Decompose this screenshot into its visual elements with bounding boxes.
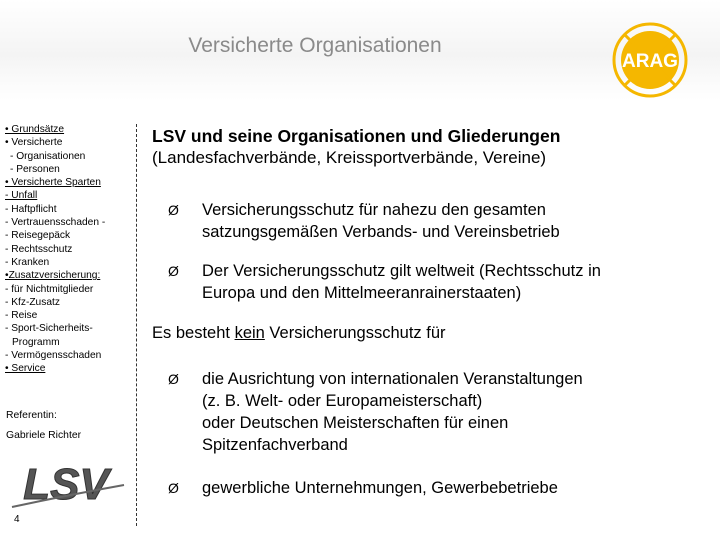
bullet-text: oder Deutschen Meisterschaften für einen xyxy=(202,414,509,432)
bullet-text: Versicherungsschutz für nahezu den gesamten xyxy=(202,201,546,219)
no-coverage-keyword: kein xyxy=(234,324,265,342)
no-coverage-after: Versicherungsschutz für xyxy=(264,324,446,342)
sidebar-item-zusatzversicherung[interactable]: •Zusatzversicherung: xyxy=(5,270,101,282)
sidebar-item-kfz-zusatz: - Kfz-Zusatz xyxy=(5,296,60,308)
sidebar-item-unfall[interactable]: - Unfall xyxy=(5,190,38,202)
bullet-text: Der Versicherungsschutz gilt weltweit (Rechtsschutz in xyxy=(202,262,601,280)
sidebar-item-vertrauensschaden: - Vertrauensschaden - xyxy=(5,217,106,229)
bullet-item xyxy=(168,199,712,243)
lsv-logo xyxy=(8,455,128,510)
sidebar-item-grundsaetze[interactable]: • Grundsätze xyxy=(5,124,65,135)
sidebar-item-organisationen: - Organisationen xyxy=(10,150,86,162)
sidebar-item-versicherte-sparten[interactable]: • Versicherte Sparten xyxy=(5,177,101,189)
slide-title: Versicherte Organisationen xyxy=(188,34,442,57)
referentin-label: Referentin: xyxy=(6,410,57,421)
sidebar-item-service[interactable]: • Service xyxy=(5,363,46,375)
sidebar-item-rechtsschutz: - Rechtsschutz xyxy=(5,243,73,255)
arrow-bullet-icon: Ø xyxy=(168,480,179,496)
sidebar-item-sport-sicherheits: - Sport-Sicherheits- xyxy=(5,323,93,335)
main-content xyxy=(152,125,712,499)
bullet-text: Europa und den Mittelmeeranrainerstaaten) xyxy=(202,284,522,302)
content-divider xyxy=(136,124,137,526)
no-coverage-before: Es besteht xyxy=(152,324,235,342)
sidebar-item-versicherte: • Versicherte xyxy=(5,137,63,149)
lsv-logo-text: LSV xyxy=(23,460,109,509)
main-subheading: (Landesfachverbände, Kreissportverbände, Vereine) xyxy=(152,148,547,167)
bullet-text: die Ausrichtung von internationalen Veranstaltungen xyxy=(202,370,583,388)
arrow-bullet-icon: Ø xyxy=(168,263,179,279)
main-heading: LSV und seine Organisationen und Gliederungen xyxy=(152,126,561,146)
arrow-bullet-icon: Ø xyxy=(168,371,179,387)
sidebar-item-reisegepaeck: - Reisegepäck xyxy=(5,230,71,242)
bullet-item xyxy=(168,368,712,456)
sidebar-item-personen: - Personen xyxy=(10,163,60,175)
sidebar-item-vermoegensschaden: - Vermögensschaden xyxy=(5,350,102,362)
arag-logo-text: ARAG xyxy=(622,51,678,72)
page-number: 4 xyxy=(14,514,20,525)
speaker-name: Gabriele Richter xyxy=(6,430,82,441)
sidebar-item-programm: Programm xyxy=(12,336,60,348)
sidebar-nav xyxy=(5,123,137,376)
bullet-text: satzungsgemäßen Verbands- und Vereinsbetrieb xyxy=(202,223,560,241)
sidebar-item-kranken: - Kranken xyxy=(5,256,50,268)
arag-logo xyxy=(610,20,690,100)
arrow-bullet-icon: Ø xyxy=(168,202,179,218)
sidebar-item-haftpflicht: - Haftpflicht xyxy=(5,203,57,215)
bullet-text: Spitzenfachverband xyxy=(202,436,348,454)
bullet-text: (z. B. Welt- oder Europameisterschaft) xyxy=(202,392,483,410)
no-coverage-statement xyxy=(152,322,712,344)
sidebar-item-reise: - Reise xyxy=(5,310,38,322)
bullet-item xyxy=(168,260,712,304)
bullet-item xyxy=(168,477,712,499)
bullet-text: gewerbliche Unternehmungen, Gewerbebetriebe xyxy=(202,479,558,497)
sidebar-item-nichtmitglieder: - für Nichtmitglieder xyxy=(5,283,94,295)
